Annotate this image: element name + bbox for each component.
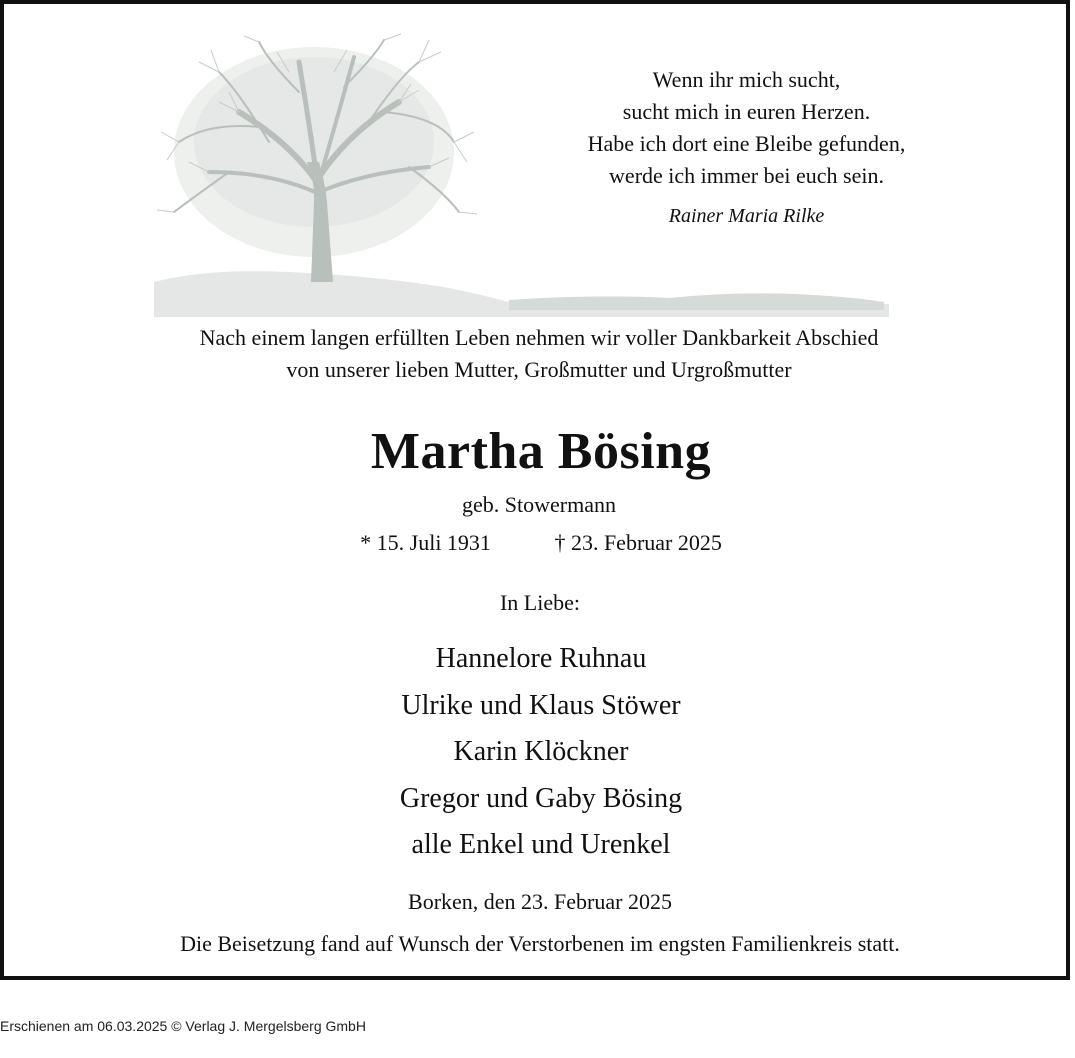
poem-line: sucht mich in euren Herzen.	[622, 99, 871, 124]
mourner: Karin Klöckner	[453, 736, 629, 767]
mourner: Ulrike und Klaus Stöwer	[401, 689, 681, 721]
poem-author: Rainer Maria Rilke	[668, 205, 825, 227]
mourner: alle Enkel und Urenkel	[411, 829, 671, 860]
burial-note: Die Beisetzung fand auf Wunsch der Verstorbenen im engsten Familienkreis statt.	[180, 931, 900, 956]
mourner: Gregor und Gaby Bösing	[399, 782, 683, 814]
mourners-list	[4, 636, 1075, 869]
poem	[524, 64, 969, 232]
death-date: † 23. Februar 2025	[554, 530, 722, 555]
publication-footer: Erschienen am 06.03.2025 © Verlag J. Mergelsberg GmbH	[0, 1018, 366, 1034]
maiden-name: geb. Stowermann	[462, 492, 616, 517]
in-love-label: In Liebe:	[499, 590, 581, 615]
intro-line: Nach einem langen erfüllten Leben nehmen wir voller Dankbarkeit Abschied	[199, 325, 879, 350]
birth-date: * 15. Juli 1931	[360, 530, 491, 555]
life-dates	[4, 530, 1075, 556]
deceased-name: Martha Bösing	[370, 423, 712, 480]
poem-line: werde ich immer bei euch sein.	[609, 163, 884, 188]
intro-line: von unserer lieben Mutter, Großmutter und Urgroßmutter	[286, 357, 792, 382]
intro-text	[4, 322, 1074, 386]
place-date: Borken, den 23. Februar 2025	[408, 889, 672, 914]
poem-line: Wenn ihr mich sucht,	[652, 67, 841, 92]
poem-line: Habe ich dort eine Bleibe gefunden,	[587, 131, 906, 156]
mourner: Hannelore Ruhnau	[435, 643, 647, 674]
